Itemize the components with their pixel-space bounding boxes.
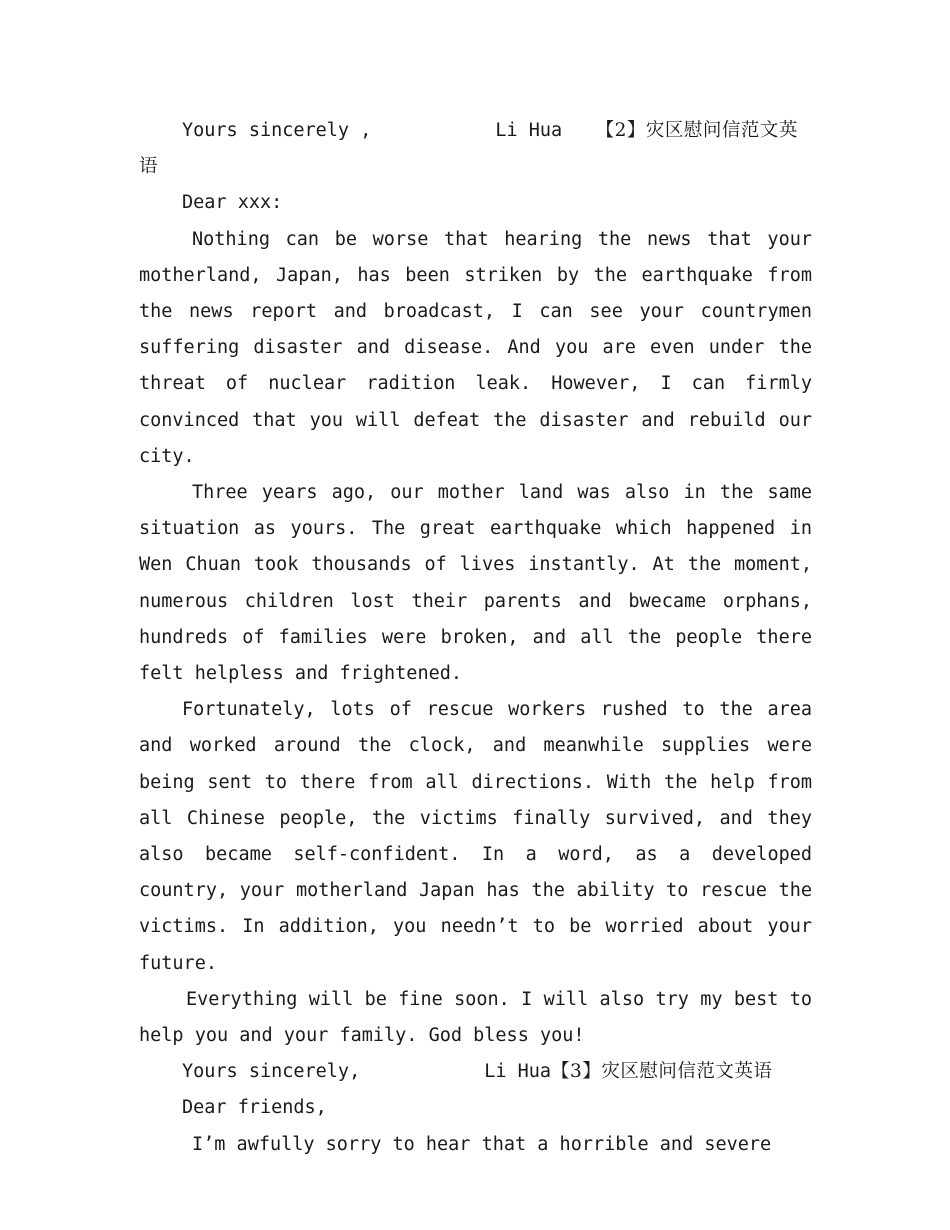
- letter-body: [139, 113, 812, 1163]
- letter-2-paragraph-2: Three years ago, our mother land was also in the same situation as yours. The great earthquake which happened in Wen Chuan took thousands of lives instantly. At the moment, numerous children lost their parents and bwecame orphans, hundreds of families were broken, and all the people there felt helpless and frightened.: [139, 482, 812, 685]
- letter-3-paragraph-1: I’m awfully sorry to hear that a horrible and severe: [192, 1133, 772, 1155]
- section-heading-3: 【3】灾区慰问信范文英语: [551, 1061, 773, 1083]
- letter-2-signoff: [139, 1054, 812, 1090]
- letter-1-signoff: [139, 113, 812, 185]
- closing-text: Yours sincerely ,: [182, 120, 372, 141]
- signature-text: Li Hua: [484, 1061, 552, 1083]
- section-heading-2: 【2】灾区慰问信范文英语: [139, 120, 798, 178]
- closing-text: Yours sincerely,: [182, 1061, 361, 1083]
- salutation-letter-2: Dear xxx:: [182, 192, 283, 214]
- letter-2-paragraph-3: Fortunately, lots of rescue workers rushed to the area and worked around the clock, and meanwhile supplies were being sent to there from all directions. With the help from all Chinese people, the victims finally survived, and they also became self-confident. In a word, as a developed country, your motherland Japan has the ability to rescue the victims. In addition, you needn’t to be worried about your future.: [139, 699, 812, 974]
- letter-2-paragraph-1: Nothing can be worse that hearing the news that your motherland, Japan, has been striken by the earthquake from the news report and broadcast, I can see your countrymen suffering disaster and disease. And you are even under the threat of nuclear radition leak. However, I can firmly convinced that you will defeat the disaster and rebuild our city.: [139, 228, 812, 467]
- salutation-letter-3: Dear friends,: [182, 1097, 327, 1119]
- signature-text: Li Hua: [495, 120, 563, 141]
- letter-2-paragraph-4: Everything will be fine soon. I will also try my best to help you and your family. God bless you!: [139, 988, 812, 1047]
